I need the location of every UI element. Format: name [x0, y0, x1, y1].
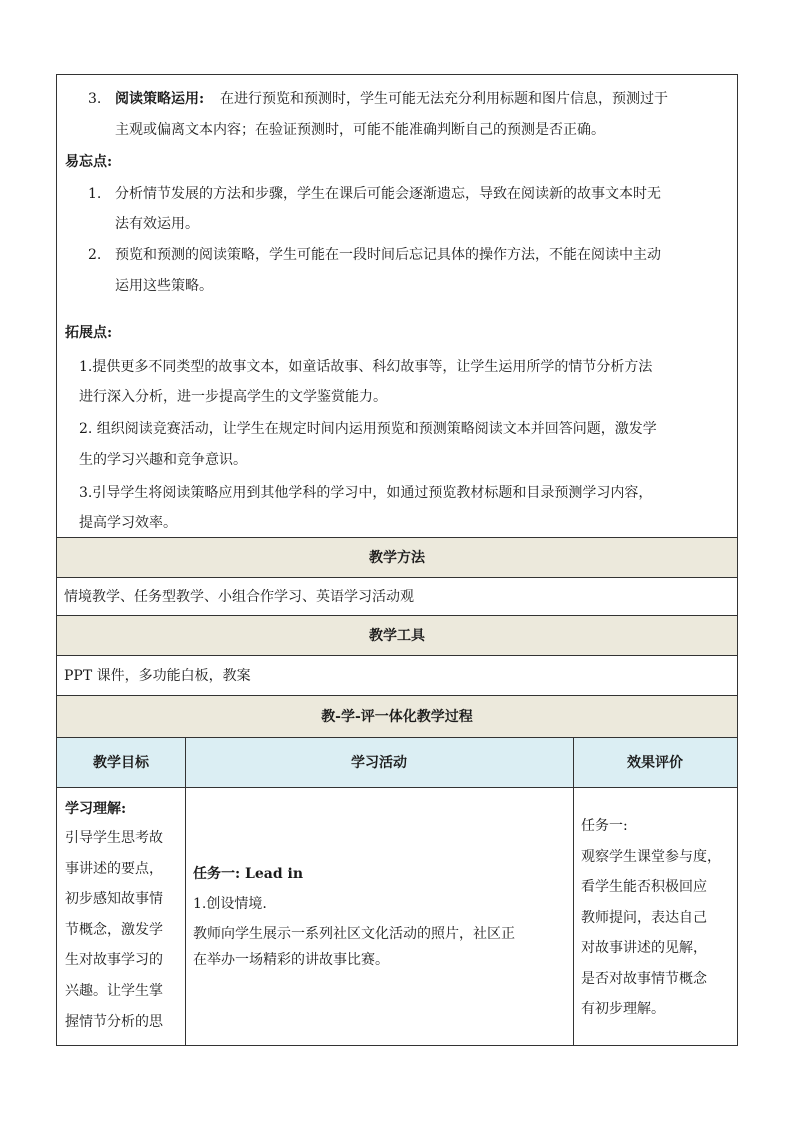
forget-title: 易忘点: — [65, 154, 113, 170]
ext-1-line-1: 1.提供更多不同类型的故事文本，如童话故事、科幻故事等，让学生运用所学的情节分析方法 — [79, 359, 653, 375]
activity-line-2: 在举办一场精彩的讲故事比赛。 — [193, 952, 389, 968]
strategy-num: 3. — [88, 91, 102, 107]
strategy-label: 阅读策略运用: — [115, 91, 205, 107]
eval-line-2: 看学生能否积极回应 — [581, 879, 707, 895]
col-activity-header: 学习活动 — [351, 755, 407, 771]
forget-1-line-1: 分析情节发展的方法和步骤，学生在课后可能会逐渐遗忘，导致在阅读新的故事文本时无 — [115, 186, 661, 202]
forget-2-line-2: 运用这些策略。 — [115, 278, 213, 294]
extension-title: 拓展点: — [65, 325, 113, 341]
eval-line-3: 教师提问，表达自己 — [581, 910, 707, 926]
lesson-plan-table — [56, 74, 738, 1046]
col-eval-header: 效果评价 — [627, 755, 683, 771]
forget-num-1: 1. — [88, 186, 102, 202]
goal-line-4: 节概念，激发学 — [65, 922, 163, 938]
activity-step: 1.创设情境. — [193, 896, 267, 912]
ext-1-line-2: 进行深入分析，进一步提高学生的文学鉴赏能力。 — [79, 389, 387, 405]
forget-1-line-2: 法有效运用。 — [115, 216, 199, 232]
notes-row-border — [57, 75, 737, 538]
goal-line-5: 生对故事学习的 — [65, 952, 163, 968]
teaching-tools-row — [57, 656, 737, 696]
forget-num-2: 2. — [88, 247, 102, 263]
ext-3-line-2: 提高学习效率。 — [79, 515, 177, 531]
teaching-tools-content: PPT 课件，多功能白板，教案 — [64, 668, 251, 684]
goal-line-7: 握情节分析的思 — [65, 1014, 163, 1030]
teaching-method-content: 情境教学、任务型教学、小组合作学习、英语学习活动观 — [64, 589, 414, 605]
divider-goal-activity — [185, 738, 186, 1045]
goal-line-6: 兴趣。让学生掌 — [65, 983, 163, 999]
activity-line-1: 教师向学生展示一系列社区文化活动的照片，社区正 — [193, 926, 515, 942]
eval-line-5: 是否对故事情节概念 — [581, 971, 707, 987]
goal-title: 学习理解: — [65, 801, 127, 817]
goal-line-1: 引导学生思考故 — [65, 830, 163, 846]
strategy-line-1: 在进行预览和预测时，学生可能无法充分利用标题和图片信息，预测过于 — [220, 91, 668, 107]
eval-line-6: 有初步理解。 — [581, 1001, 665, 1017]
forget-2-line-1: 预览和预测的阅读策略，学生可能在一段时间后忘记具体的操作方法，不能在阅读中主动 — [115, 247, 661, 263]
col-goal-header: 教学目标 — [93, 755, 149, 771]
process-header: 教-学-评一体化教学过程 — [57, 696, 737, 738]
teaching-tools-header: 教学工具 — [57, 616, 737, 656]
process-body-row — [57, 788, 737, 1045]
goal-line-2: 事讲述的要点， — [65, 861, 163, 877]
ext-3-line-1: 3.引导学生将阅读策略应用到其他学科的学习中，如通过预览教材标题和目录预测学习内容， — [79, 485, 653, 501]
ext-2-line-2: 生的学习兴趣和竞争意识。 — [79, 452, 247, 468]
ext-2-line-1: 2. 组织阅读竞赛活动，让学生在规定时间内运用预览和预测策略阅读文本并回答问题，激发学 — [79, 421, 657, 437]
teaching-method-row — [57, 578, 737, 616]
activity-task-title: 任务一: Lead in — [193, 866, 304, 882]
strategy-line-2: 主观或偏离文本内容；在验证预测时，可能不能准确判断自己的预测是否正确。 — [115, 122, 605, 138]
eval-line-4: 对故事讲述的见解， — [581, 940, 707, 956]
process-column-headers — [57, 738, 737, 788]
divider-activity-eval — [573, 738, 574, 1045]
teaching-method-header: 教学方法 — [57, 538, 737, 578]
goal-line-3: 初步感知故事情 — [65, 891, 163, 907]
eval-title: 任务一: — [581, 818, 628, 834]
eval-line-1: 观察学生课堂参与度， — [581, 849, 721, 865]
